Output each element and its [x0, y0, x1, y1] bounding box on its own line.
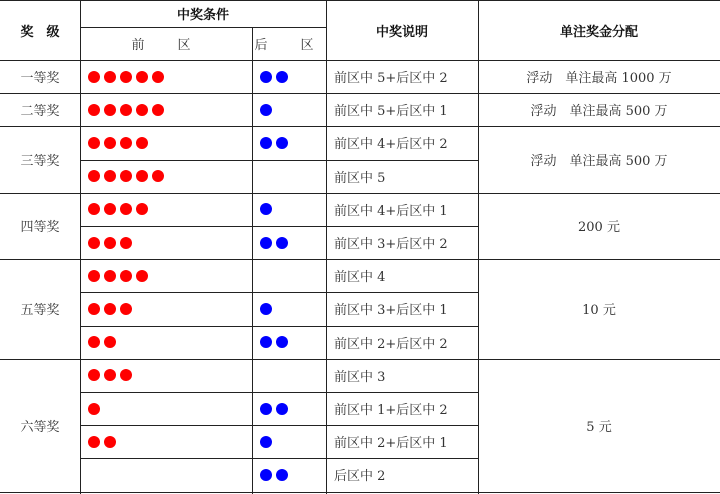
red-ball-icon: [88, 170, 100, 182]
grid-line: [0, 492, 80, 493]
red-ball-icon: [136, 170, 148, 182]
red-ball-icon: [104, 303, 116, 315]
red-ball-icon: [120, 369, 132, 381]
red-ball-icon: [88, 403, 100, 415]
win-description: 前区中 3+后区中 2: [334, 237, 448, 253]
win-description: 前区中 5: [334, 170, 386, 186]
back-zone-balls: [252, 93, 326, 126]
red-ball-icon: [88, 137, 100, 149]
win-description: 前区中 4: [334, 270, 386, 286]
red-ball-icon: [88, 203, 100, 215]
prize-amount: 浮动 单注最高 500 万: [530, 154, 668, 170]
red-ball-icon: [104, 270, 116, 282]
win-description: 后区中 2: [334, 469, 386, 485]
level-name: 六等奖: [20, 419, 60, 435]
back-zone-balls: [252, 359, 326, 392]
red-ball-icon: [104, 369, 116, 381]
red-ball-icon: [88, 270, 100, 282]
blue-ball-icon: [260, 469, 272, 481]
grid-line: [0, 0, 720, 1]
red-ball-icon: [88, 71, 100, 83]
win-description: 前区中 1+后区中 2: [334, 403, 448, 419]
red-ball-icon: [104, 336, 116, 348]
red-ball-icon: [120, 203, 132, 215]
red-ball-icon: [88, 303, 100, 315]
red-ball-icon: [152, 104, 164, 116]
level-name: 二等奖: [20, 104, 60, 120]
back-zone-balls: [252, 425, 326, 458]
red-ball-icon: [88, 436, 100, 448]
win-description: 前区中 2+后区中 1: [334, 436, 448, 452]
win-description: 前区中 4+后区中 1: [334, 203, 448, 219]
prize-amount: 浮动 单注最高 1000 万: [526, 71, 672, 87]
grid-line: [0, 60, 720, 61]
blue-ball-icon: [260, 104, 272, 116]
header-description: 中奖说明: [375, 24, 428, 40]
red-ball-icon: [88, 104, 100, 116]
front-zone-balls: [80, 126, 252, 159]
blue-ball-icon: [260, 436, 272, 448]
front-zone-balls: [80, 160, 252, 193]
grid-line: [252, 27, 253, 494]
blue-ball-icon: [260, 237, 272, 249]
red-ball-icon: [120, 71, 132, 83]
front-zone-balls: [80, 458, 252, 491]
front-zone-balls: [80, 60, 252, 93]
red-ball-icon: [104, 137, 116, 149]
level-name: 三等奖: [20, 154, 60, 170]
back-zone-balls: [252, 292, 326, 325]
front-zone-balls: [80, 226, 252, 259]
grid-line: [326, 0, 327, 494]
blue-ball-icon: [276, 403, 288, 415]
blue-ball-icon: [260, 137, 272, 149]
red-ball-icon: [136, 71, 148, 83]
red-ball-icon: [120, 303, 132, 315]
blue-ball-icon: [260, 303, 272, 315]
red-ball-icon: [88, 336, 100, 348]
red-ball-icon: [136, 137, 148, 149]
front-zone-balls: [80, 326, 252, 359]
level-name: 五等奖: [20, 303, 60, 319]
header-back-zone: 后 区: [254, 38, 324, 53]
win-description: 前区中 3+后区中 1: [334, 303, 448, 319]
blue-ball-icon: [260, 203, 272, 215]
red-ball-icon: [104, 237, 116, 249]
front-zone-balls: [80, 292, 252, 325]
header-prize: 单注奖金分配: [559, 24, 638, 40]
header-conditions: 中奖条件: [176, 8, 229, 23]
red-ball-icon: [136, 270, 148, 282]
blue-ball-icon: [276, 237, 288, 249]
back-zone-balls: [252, 458, 326, 491]
back-zone-balls: [252, 160, 326, 193]
blue-ball-icon: [260, 403, 272, 415]
grid-line: [478, 492, 720, 493]
win-description: 前区中 5+后区中 2: [334, 71, 448, 87]
red-ball-icon: [88, 237, 100, 249]
red-ball-icon: [152, 71, 164, 83]
grid-line: [80, 0, 81, 494]
red-ball-icon: [120, 170, 132, 182]
blue-ball-icon: [260, 336, 272, 348]
blue-ball-icon: [260, 71, 272, 83]
red-ball-icon: [136, 203, 148, 215]
prize-amount: 200 元: [578, 220, 620, 236]
back-zone-balls: [252, 259, 326, 292]
level-name: 一等奖: [20, 71, 60, 87]
win-description: 前区中 3: [334, 369, 386, 385]
back-zone-balls: [252, 392, 326, 425]
blue-ball-icon: [276, 469, 288, 481]
win-description: 前区中 4+后区中 2: [334, 137, 448, 153]
front-zone-balls: [80, 425, 252, 458]
front-zone-balls: [80, 259, 252, 292]
red-ball-icon: [104, 203, 116, 215]
back-zone-balls: [252, 193, 326, 226]
red-ball-icon: [120, 270, 132, 282]
front-zone-balls: [80, 392, 252, 425]
red-ball-icon: [120, 237, 132, 249]
front-zone-balls: [80, 93, 252, 126]
back-zone-balls: [252, 60, 326, 93]
header-level: 奖 级: [20, 24, 60, 40]
red-ball-icon: [88, 369, 100, 381]
red-ball-icon: [152, 170, 164, 182]
red-ball-icon: [120, 104, 132, 116]
red-ball-icon: [104, 104, 116, 116]
grid-line: [80, 492, 478, 493]
blue-ball-icon: [276, 336, 288, 348]
red-ball-icon: [104, 170, 116, 182]
back-zone-balls: [252, 126, 326, 159]
win-description: 前区中 2+后区中 2: [334, 336, 448, 352]
blue-ball-icon: [276, 137, 288, 149]
front-zone-balls: [80, 359, 252, 392]
red-ball-icon: [104, 71, 116, 83]
red-ball-icon: [120, 137, 132, 149]
back-zone-balls: [252, 226, 326, 259]
prize-amount: 5 元: [586, 419, 612, 435]
header-front-zone: 前 区: [131, 38, 201, 53]
blue-ball-icon: [276, 71, 288, 83]
win-description: 前区中 5+后区中 1: [334, 104, 448, 120]
red-ball-icon: [136, 104, 148, 116]
back-zone-balls: [252, 326, 326, 359]
prize-amount: 浮动 单注最高 500 万: [530, 104, 668, 120]
grid-line: [478, 0, 479, 494]
prize-amount: 10 元: [582, 303, 616, 319]
level-name: 四等奖: [20, 220, 60, 236]
red-ball-icon: [104, 436, 116, 448]
grid-line: [80, 27, 326, 28]
front-zone-balls: [80, 193, 252, 226]
